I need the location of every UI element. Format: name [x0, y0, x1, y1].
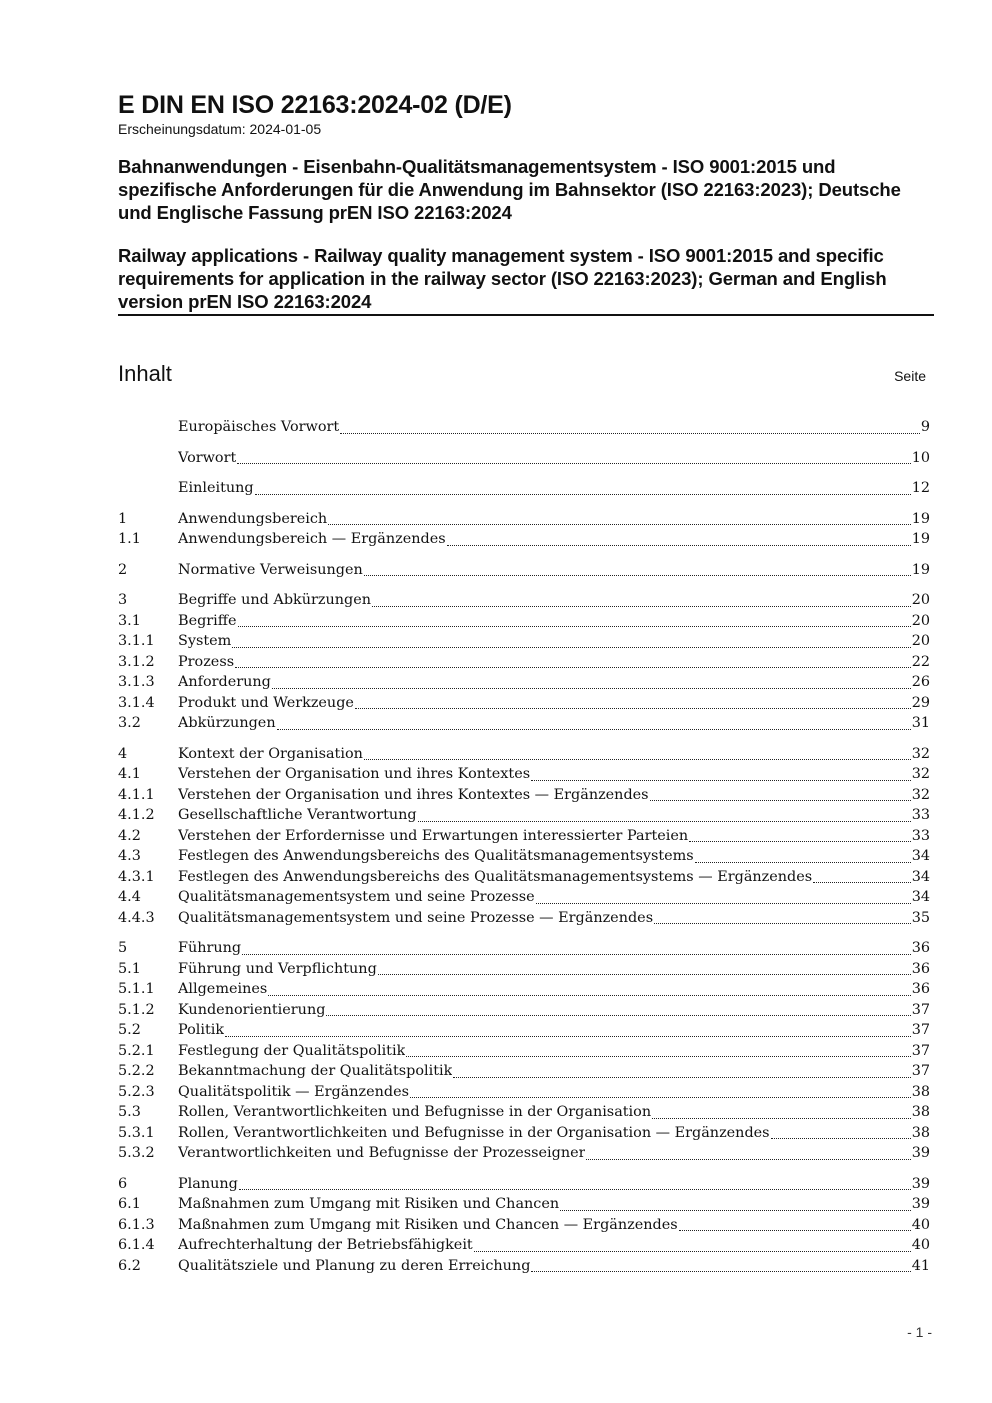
toc-entry-title[interactable]: Kundenorientierung: [178, 1001, 326, 1018]
toc-entry-title[interactable]: Politik: [178, 1022, 225, 1038]
toc-entry-page[interactable]: 31: [911, 715, 930, 731]
toc-entry-page[interactable]: 39: [911, 1196, 930, 1212]
toc-entry-page[interactable]: 32: [911, 766, 930, 782]
toc-entry[interactable]: [118, 1174, 930, 1195]
toc-entry-page[interactable]: 36: [911, 940, 930, 956]
toc-dot-leader: [235, 667, 911, 668]
toc-entry-number: 4.1.2: [118, 807, 155, 823]
toc-entry-number: 4.2: [118, 827, 141, 844]
toc-dot-leader: [560, 1210, 911, 1211]
toc-entry[interactable]: [118, 1000, 930, 1021]
toc-entry-number: 5.1: [118, 960, 141, 977]
toc-entry-title[interactable]: Produkt und Werkzeuge: [178, 694, 354, 711]
toc-entry-page[interactable]: 38: [911, 1083, 930, 1100]
toc-dot-leader: [654, 923, 911, 924]
toc-entry-title[interactable]: Begriffe: [178, 612, 237, 629]
toc-entry-number: 2: [118, 561, 128, 578]
toc-dot-leader: [272, 688, 911, 689]
toc-dot-leader: [355, 708, 911, 709]
toc-dot-leader: [242, 954, 911, 955]
toc-entry-page[interactable]: 36: [911, 981, 930, 997]
toc-entry[interactable]: [118, 672, 930, 693]
toc-entry-number: 3: [118, 592, 128, 608]
toc-dot-leader: [679, 1230, 911, 1231]
toc-entry[interactable]: [118, 744, 930, 765]
toc-entry-number: 1.1: [118, 531, 141, 547]
toc-entry-title[interactable]: Gesellschaftliche Verantwortung: [178, 807, 417, 823]
toc-dot-leader: [364, 759, 911, 760]
toc-dot-leader: [695, 862, 911, 863]
toc-entry[interactable]: [118, 1143, 930, 1164]
toc-dot-leader: [237, 463, 910, 464]
toc-heading: Inhalt: [118, 361, 172, 386]
toc-entry-number: 6: [118, 1175, 128, 1192]
toc-entry[interactable]: [118, 1102, 930, 1123]
toc-dot-leader: [410, 1097, 911, 1098]
toc-entry-page[interactable]: 34: [911, 868, 930, 885]
toc-entry-page[interactable]: 37: [911, 1063, 930, 1079]
toc-entry-page[interactable]: 29: [911, 694, 930, 711]
toc-page-column-label: Seite: [894, 368, 926, 384]
toc-entry-title[interactable]: Verstehen der Organisation und ihres Kontextes — Ergänzendes: [178, 786, 649, 803]
toc-entry-number: 4.4: [118, 889, 141, 905]
toc-entry-title[interactable]: Rollen, Verantwortlichkeiten und Befugnisse in der Organisation: [178, 1104, 652, 1120]
toc-dot-leader: [372, 606, 911, 607]
toc-entry-title[interactable]: Einleitung: [178, 480, 254, 496]
toc-entry-page[interactable]: 19: [911, 510, 930, 527]
toc-dot-leader: [531, 780, 911, 781]
toc-entry-page[interactable]: 10: [911, 449, 930, 466]
toc-entry-number: 3.1.4: [118, 694, 155, 711]
toc-entry-number: 5.1.1: [118, 981, 155, 997]
toc-entry-page[interactable]: 20: [911, 612, 930, 629]
toc-dot-leader: [531, 1271, 910, 1272]
toc-entry-title[interactable]: Allgemeines: [178, 981, 268, 997]
toc-entry-page[interactable]: 36: [911, 960, 930, 977]
toc-entry-page[interactable]: 33: [911, 807, 930, 823]
toc-dot-leader: [813, 882, 911, 883]
toc-entry[interactable]: [118, 1061, 930, 1082]
toc-entry-page[interactable]: 19: [911, 531, 930, 547]
toc-entry-title[interactable]: Maßnahmen zum Umgang mit Risiken und Chancen: [178, 1196, 560, 1212]
toc-entry-number: 4: [118, 745, 128, 762]
toc-entry[interactable]: [118, 959, 930, 980]
toc-entry[interactable]: [118, 1256, 930, 1277]
toc-entry-title[interactable]: Normative Verweisungen: [178, 561, 363, 578]
toc-entry-page[interactable]: 33: [911, 827, 930, 844]
toc-entry[interactable]: [118, 1235, 930, 1256]
toc-entry[interactable]: [118, 448, 930, 469]
toc-dot-leader: [277, 729, 911, 730]
toc-entry-number: 3.2: [118, 715, 141, 731]
document-header: [118, 90, 934, 316]
toc-entry-page[interactable]: 37: [911, 1022, 930, 1038]
toc-entry-title[interactable]: System: [178, 633, 232, 649]
toc-entry-number: 4.4.3: [118, 909, 155, 926]
toc-dot-leader: [406, 1056, 910, 1057]
toc-entry-number: 3.1: [118, 612, 141, 629]
toc-entry-page[interactable]: 22: [911, 653, 930, 670]
toc-dot-leader: [771, 1138, 911, 1139]
toc-entry-title[interactable]: Verstehen der Organisation und ihres Kontextes: [178, 766, 531, 782]
toc-entry-page[interactable]: 39: [911, 1175, 930, 1192]
toc-entry-title[interactable]: Führung und Verpflichtung: [178, 960, 377, 977]
toc-entry[interactable]: [118, 979, 930, 1000]
toc-dot-leader: [474, 1251, 911, 1252]
toc-entry-title[interactable]: Prozess: [178, 653, 235, 670]
toc-entry[interactable]: [118, 509, 930, 530]
toc-entry-page[interactable]: 34: [911, 889, 930, 905]
toc-entry-title[interactable]: Maßnahmen zum Umgang mit Risiken und Chancen — Ergänzendes: [178, 1216, 678, 1233]
toc-entry-page[interactable]: 12: [911, 480, 930, 496]
toc-entry-page[interactable]: 39: [911, 1145, 930, 1161]
toc-dot-leader: [447, 545, 911, 546]
toc-entry-number: 6.1.4: [118, 1237, 155, 1253]
toc-entry[interactable]: [118, 611, 930, 632]
toc-entry-page[interactable]: 32: [911, 786, 930, 803]
toc-entry-number: 5.1.2: [118, 1001, 155, 1018]
toc-entry-number: 4.1.1: [118, 786, 155, 803]
toc-dot-leader: [586, 1159, 910, 1160]
toc-entry-page[interactable]: 9: [920, 419, 930, 435]
toc-entry-title[interactable]: Aufrechterhaltung der Betriebsfähigkeit: [178, 1237, 473, 1253]
toc-entry[interactable]: [118, 1215, 930, 1236]
toc-dot-leader: [689, 841, 910, 842]
toc-entry[interactable]: [118, 417, 930, 438]
toc-entry-title[interactable]: Begriffe und Abkürzungen: [178, 592, 372, 608]
toc-entry-title[interactable]: Kontext der Organisation: [178, 745, 363, 762]
toc-entry-page[interactable]: 41: [911, 1257, 930, 1274]
toc-dot-leader: [232, 647, 910, 648]
toc-entry-title[interactable]: Abkürzungen: [178, 715, 276, 731]
toc-dot-leader: [328, 524, 911, 525]
toc-dot-leader: [378, 974, 911, 975]
toc-entry-title[interactable]: Qualitätsmanagementsystem und seine Prozesse: [178, 889, 535, 905]
toc-entry-title[interactable]: Rollen, Verantwortlichkeiten und Befugnisse in der Organisation — Ergänzendes: [178, 1124, 770, 1141]
toc-dot-leader: [238, 626, 911, 627]
toc-entry[interactable]: [118, 908, 930, 929]
toc-entry-number: 4.3: [118, 848, 141, 864]
toc-entry[interactable]: [118, 1041, 930, 1062]
toc-entry-title[interactable]: Qualitätsziele und Planung zu deren Erreichung: [178, 1257, 531, 1274]
toc-entry[interactable]: [118, 713, 930, 734]
toc-entry-page[interactable]: 20: [911, 592, 930, 608]
toc-entry-page[interactable]: 38: [911, 1124, 930, 1141]
toc-entry[interactable]: [118, 631, 930, 652]
toc-entry-page[interactable]: 19: [911, 561, 930, 578]
toc-entry-number: 5.2: [118, 1022, 141, 1038]
toc-dot-leader: [255, 494, 911, 495]
toc-entry-page[interactable]: 40: [911, 1237, 930, 1253]
toc-entry-page[interactable]: 40: [911, 1216, 930, 1233]
toc-entry[interactable]: [118, 846, 930, 867]
toc-entry-title[interactable]: Verstehen der Erfordernisse und Erwartungen interessierter Parteien: [178, 827, 689, 844]
toc-dot-leader: [453, 1077, 910, 1078]
toc-entry-number: 3.1.2: [118, 653, 155, 670]
toc-entry-number: 5.3.2: [118, 1145, 155, 1161]
toc-dot-leader: [225, 1036, 911, 1037]
toc-entry[interactable]: [118, 478, 930, 499]
document-id: E DIN EN ISO 22163:2024-02 (D/E): [118, 91, 512, 119]
toc-dot-leader: [239, 1189, 911, 1190]
title-english: Railway applications - Railway quality management system - ISO 9001:2015 and specific requirements for application in the railway sector (ISO 22163:2023); German and English version prEN ISO 22163:2024: [118, 244, 934, 316]
toc-entry[interactable]: [118, 590, 930, 611]
toc-entry-page[interactable]: 35: [911, 909, 930, 926]
toc-entry-title[interactable]: Anwendungsbereich: [178, 510, 328, 527]
toc-entry[interactable]: [118, 867, 930, 888]
toc-entry-page[interactable]: 37: [911, 1042, 930, 1059]
page-number: - 1 -: [907, 1324, 932, 1340]
toc-entry-number: 5.2.3: [118, 1083, 155, 1100]
toc-entry-number: 6.1.3: [118, 1216, 155, 1233]
toc-entry-title[interactable]: Führung: [178, 940, 242, 956]
toc-dot-leader: [536, 903, 911, 904]
toc-entry-number: 5.2.1: [118, 1042, 155, 1059]
toc-entry-page[interactable]: 37: [911, 1001, 930, 1018]
toc-dot-leader: [268, 995, 910, 996]
toc-entry-number: 4.1: [118, 766, 141, 782]
toc-entry[interactable]: [118, 1020, 930, 1041]
toc-dot-leader: [326, 1015, 910, 1016]
toc-entry-title[interactable]: Planung: [178, 1175, 238, 1192]
toc-entry-title[interactable]: Anforderung: [178, 674, 271, 690]
toc-entry-number: 5.3: [118, 1104, 141, 1120]
toc-entry-title[interactable]: Vorwort: [178, 449, 237, 466]
toc-entry-title[interactable]: Festlegen des Anwendungsbereichs des Qualitätsmanagementsystems — Ergänzendes: [178, 868, 813, 885]
toc-entry[interactable]: [118, 560, 930, 581]
toc-entry-title[interactable]: Festlegung der Qualitätspolitik: [178, 1042, 406, 1059]
toc-entry[interactable]: [118, 938, 930, 959]
toc-entry-number: 3.1.3: [118, 674, 155, 690]
toc-entry-page[interactable]: 34: [911, 848, 930, 864]
toc-entry-page[interactable]: 38: [911, 1104, 930, 1120]
toc-dot-leader: [650, 800, 911, 801]
toc-entry-title[interactable]: Anwendungsbereich — Ergänzendes: [178, 531, 446, 547]
table-of-contents: [118, 417, 930, 1276]
toc-entry-number: 6.2: [118, 1257, 141, 1274]
toc-entry[interactable]: [118, 826, 930, 847]
toc-entry-title[interactable]: Verantwortlichkeiten und Befugnisse der Prozesseigner: [178, 1145, 586, 1161]
toc-entry[interactable]: [118, 785, 930, 806]
toc-entry-title[interactable]: Bekanntmachung der Qualitätspolitik: [178, 1063, 453, 1079]
toc-dot-leader: [340, 433, 920, 434]
toc-entry[interactable]: [118, 652, 930, 673]
toc-entry-number: 1: [118, 510, 128, 527]
toc-entry-number: 5.2.2: [118, 1063, 155, 1079]
toc-entry[interactable]: [118, 693, 930, 714]
toc-entry[interactable]: [118, 887, 930, 908]
publication-date: Erscheinungsdatum: 2024-01-05: [118, 121, 322, 137]
toc-entry-number: 5.3.1: [118, 1124, 155, 1141]
toc-entry[interactable]: [118, 764, 930, 785]
toc-entry-page[interactable]: 20: [911, 633, 930, 649]
toc-header: [118, 360, 926, 388]
toc-entry-page[interactable]: 32: [911, 745, 930, 762]
toc-dot-leader: [418, 821, 911, 822]
toc-entry-title[interactable]: Europäisches Vorwort: [178, 419, 340, 435]
toc-entry-number: 3.1.1: [118, 633, 155, 649]
toc-entry-number: 6.1: [118, 1196, 141, 1212]
toc-entry[interactable]: [118, 529, 930, 550]
toc-entry[interactable]: [118, 1194, 930, 1215]
toc-entry[interactable]: [118, 805, 930, 826]
toc-dot-leader: [652, 1118, 911, 1119]
toc-entry-number: 4.3.1: [118, 868, 155, 885]
toc-entry-title[interactable]: Festlegen des Anwendungsbereichs des Qualitätsmanagementsystems: [178, 848, 694, 864]
toc-entry-title[interactable]: Qualitätsmanagementsystem und seine Prozesse — Ergänzendes: [178, 909, 654, 926]
toc-dot-leader: [364, 575, 911, 576]
toc-entry-page[interactable]: 26: [911, 674, 930, 690]
toc-entry[interactable]: [118, 1082, 930, 1103]
toc-entry-title[interactable]: Qualitätspolitik — Ergänzendes: [178, 1083, 410, 1100]
toc-entry[interactable]: [118, 1123, 930, 1144]
toc-entry-number: 5: [118, 940, 128, 956]
title-german: Bahnanwendungen - Eisenbahn-Qualitätsmanagementsystem - ISO 9001:2015 und spezifische Anforderungen für die Anwendung im Bahnsektor (ISO 22163:2023); Deutsche und Englische Fassung prEN ISO 22163:2024: [118, 156, 901, 223]
